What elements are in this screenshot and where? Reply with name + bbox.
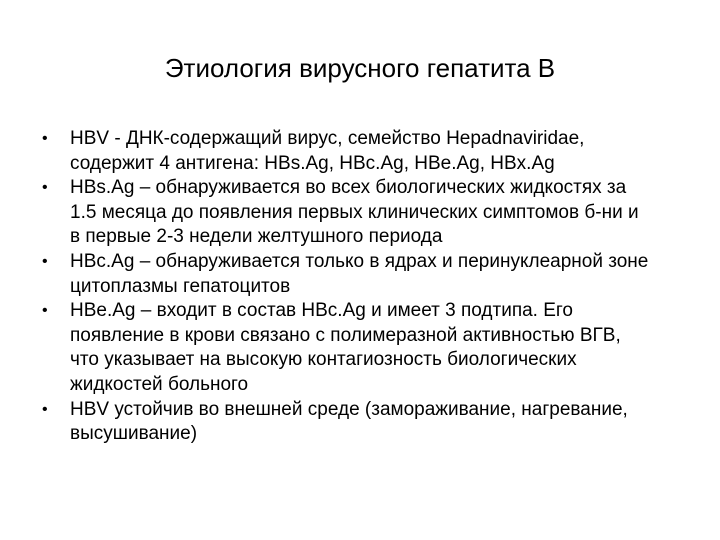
bullet-item	[0, 127, 720, 176]
bullet-line: жидкостей больного	[70, 373, 249, 395]
bullet-dot-icon: •	[42, 179, 48, 197]
bullet-list	[0, 127, 720, 447]
bullet-line: в первые 2-3 недели желтушного периода	[70, 226, 443, 248]
bullet-line: HBV - ДНК-содержащий вирус, семейство Hepadnaviridae,	[70, 128, 585, 149]
bullet-item	[0, 176, 720, 250]
bullet-dot-icon: •	[42, 252, 48, 270]
bullet-dot-icon: •	[42, 302, 48, 320]
bullet-item	[0, 398, 720, 447]
bullet-line: HBs.Ag – обнаруживается во всех биологических жидкостях за	[70, 177, 627, 199]
bullet-dot-icon: •	[42, 130, 48, 147]
bullet-line: появление в крови связано с полимеразной активностью ВГВ,	[70, 324, 621, 346]
slide-title: Этиология вирусного гепатита В	[164, 53, 556, 83]
bullet-item	[0, 250, 720, 299]
bullet-line: цитоплазмы гепатоцитов	[70, 275, 291, 297]
bullet-line: HBc.Ag – обнаруживается только в ядрах и перинуклеарной зоне	[70, 250, 649, 272]
bullet-line: 1.5 месяца до появления первых клинических симптомов б-ни и	[70, 201, 639, 223]
bullet-line: HBe.Ag – входит в состав HBc.Ag и имеет 3 подтипа. Его	[70, 300, 573, 322]
bullet-line: содержит 4 антигена: HBs.Ag, HBc.Ag, HBe.Ag, HBx.Ag	[70, 152, 555, 174]
bullet-line: высушивание)	[70, 423, 198, 445]
bullet-item	[0, 299, 720, 397]
bullet-line: что указывает на высокую контагиозность биологических	[70, 349, 577, 371]
bullet-line: HBV устойчив во внешней среде (замораживание, нагревание,	[70, 398, 628, 420]
bullet-dot-icon: •	[42, 400, 48, 418]
